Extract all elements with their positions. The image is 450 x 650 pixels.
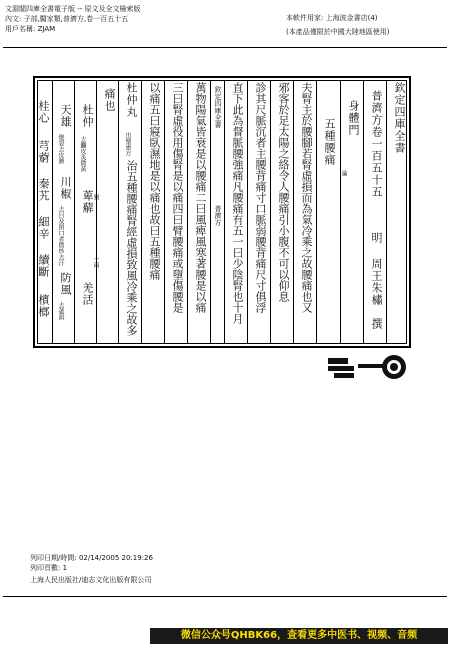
column-rule bbox=[293, 81, 294, 343]
ingredient-note: 去蘆頭 bbox=[57, 302, 64, 320]
prescription-name: 杜仲丸 bbox=[125, 82, 138, 118]
column-rule bbox=[270, 81, 271, 343]
column-rule bbox=[164, 81, 165, 343]
text-column-2: 邪客於足太陽之絡令人腰痛引小腹不可以仰息 bbox=[277, 82, 290, 302]
column-rule bbox=[340, 81, 341, 343]
header-content-path: 內文: 子部,醫家類,普濟方,卷一百五十五 bbox=[5, 15, 129, 23]
header-username: 用戶名稱: ZJAM bbox=[5, 25, 56, 33]
publisher: 上海人民出版社/迪志文化出版有限公司 bbox=[30, 576, 152, 584]
fold-header: 欽定四庫全書 bbox=[214, 86, 222, 128]
header-licensee: 本軟件用家: 上海波金書店(4) bbox=[286, 14, 378, 22]
text-column-7: 以痛五曰寢臥濕地是以痛也故曰五種腰痛 bbox=[148, 82, 161, 280]
ingredient: 羌活 bbox=[81, 282, 94, 306]
topic-note: 論 bbox=[340, 170, 347, 176]
library-seal-stamp bbox=[328, 352, 410, 382]
author: 周王朱橚 撰 bbox=[370, 258, 383, 330]
column-rule bbox=[363, 81, 364, 343]
column-rule bbox=[52, 81, 53, 343]
ingredient: 川椒 bbox=[59, 176, 72, 200]
prescription-indication: 治五種腰痛腎經虛損致風冷乘之故多 bbox=[125, 160, 138, 336]
section-title: 身體門 bbox=[347, 100, 360, 136]
text-column-1: 夫腎主於腰腳若腎虛損而為氣冷乘之故腰痛也又 bbox=[300, 82, 313, 313]
ingredient: 芎藭 bbox=[37, 140, 50, 164]
header-region-note: (本產品僅限於中國大陸地區使用) bbox=[286, 28, 390, 36]
text-column-3: 診其尺脈沉者主腰背痛寸口脈弱腰背痛尺寸俱浮 bbox=[254, 82, 267, 313]
ingredient-note: 去目及閉口者微炒去汗 bbox=[57, 206, 64, 266]
header-title: 文淵閣四庫全書電子版 -- 原文及全文檢索版 bbox=[5, 5, 141, 13]
watermark-banner: 微信公众号QHBK66，查看更多中医书、视频、音频 bbox=[150, 628, 448, 644]
text-column-4: 直下此為督脈腰強痛凡腰痛有五一曰少陰腎也十月 bbox=[231, 82, 244, 324]
ingredient: 防風 bbox=[59, 272, 72, 296]
dynasty: 明 bbox=[370, 232, 383, 244]
topic-title: 五種腰痛 bbox=[323, 118, 336, 166]
fold-subtitle: 普濟方 bbox=[214, 205, 222, 226]
column-rule bbox=[118, 81, 119, 343]
page-title: 欽定四庫全書 bbox=[393, 82, 406, 154]
ingredient-note: 一兩 bbox=[92, 256, 99, 268]
volume-title: 普濟方卷一百五十五 bbox=[370, 90, 383, 198]
header-left bbox=[5, 4, 141, 34]
prescription-source: 出聖惠方 bbox=[124, 132, 131, 156]
column-rule bbox=[316, 81, 317, 343]
ingredient: 細辛 bbox=[37, 216, 50, 240]
column-rule bbox=[141, 81, 142, 343]
column-rule bbox=[74, 81, 75, 343]
print-page-count: 列印頁數: 1 bbox=[30, 564, 68, 572]
ingredient: 續斷 bbox=[37, 254, 50, 278]
footer-divider bbox=[3, 596, 447, 597]
text-column-9: 痛也 bbox=[103, 88, 116, 112]
column-rule bbox=[187, 81, 188, 343]
ingredient-note: 去麤皮炙微黃 bbox=[79, 136, 86, 172]
column-rule bbox=[210, 81, 211, 343]
ingredient: 秦艽 bbox=[37, 178, 50, 202]
ingredient-note: 炮裂去皮臍 bbox=[57, 134, 64, 164]
ingredient: 檳榔 bbox=[37, 294, 50, 318]
ingredient-note: 剉 bbox=[92, 194, 99, 200]
ingredient: 萆薢 bbox=[81, 190, 94, 214]
column-rule bbox=[96, 81, 97, 343]
column-rule bbox=[224, 81, 225, 343]
column-rule bbox=[247, 81, 248, 343]
column-rule bbox=[386, 81, 387, 343]
text-column-6: 三曰腎虛役用傷腎是以痛四曰臂腰痛或墮傷腰是 bbox=[171, 82, 184, 313]
ingredient: 杜仲 bbox=[81, 104, 94, 128]
text-column-5: 萬物陽氣皆衰是以腰痛二曰風痺風寒著腰是以痛 bbox=[194, 82, 207, 313]
print-datetime: 列印日期/時間: 02/14/2005 20:19:26 bbox=[30, 554, 153, 562]
ingredient: 天雄 bbox=[59, 104, 72, 128]
header-divider bbox=[3, 47, 447, 48]
ingredient: 桂心 bbox=[37, 100, 50, 124]
